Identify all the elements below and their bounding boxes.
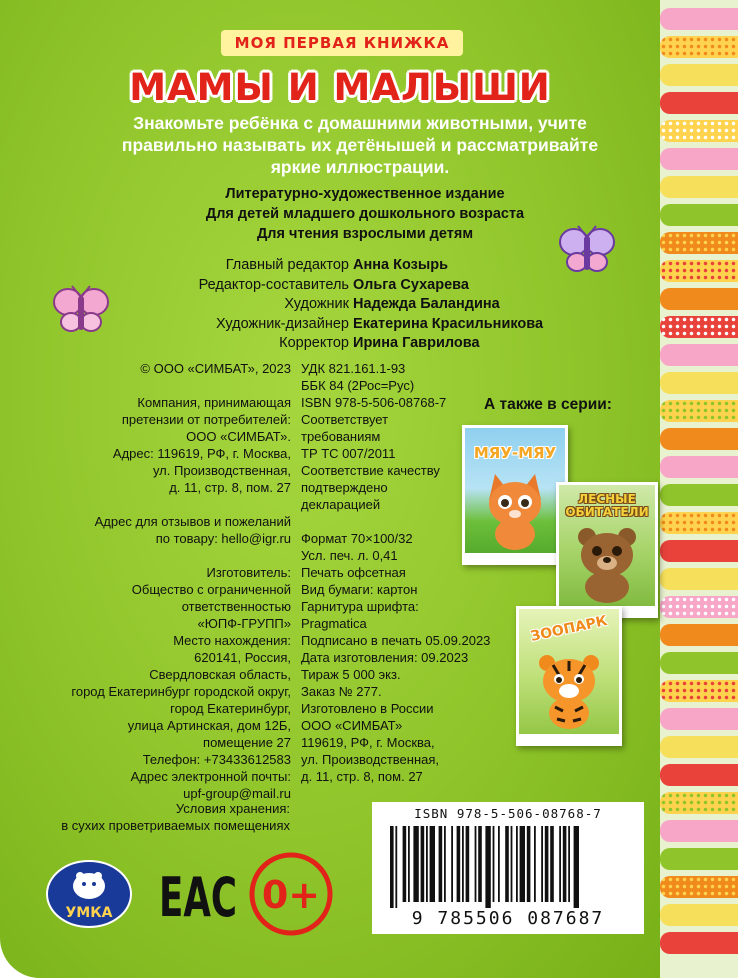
barcode-bar: [485, 826, 490, 908]
decor-stripe: [660, 8, 738, 30]
barcode-bar: [545, 826, 549, 902]
barcode-bar: [534, 826, 536, 902]
barcode-bar: [527, 826, 531, 902]
credit-role: Художник-дизайнер: [216, 315, 349, 332]
imprint-line: Соответствие качеству: [301, 463, 440, 478]
decor-stripe: [660, 512, 738, 534]
edition-line: Для детей младшего дошкольного возраста: [205, 206, 525, 222]
spacer: [60, 547, 291, 564]
imprint-line: Свердловская область,: [149, 667, 291, 682]
barcode-bar: [451, 826, 453, 902]
imprint-line: УДК 821.161.1-93: [301, 361, 406, 376]
decor-stripe: [660, 820, 738, 842]
series-book-title: МЯУ-МЯУ: [473, 444, 557, 462]
imprint-line: город Екатеринбург городской округ,: [71, 684, 291, 699]
decor-stripe: [660, 932, 738, 954]
edition-line: Для чтения взрослыми детям: [256, 226, 474, 242]
series-book-title: ЗООПАРК: [529, 613, 609, 645]
imprint-line: Дата изготовления: 09.2023: [301, 650, 469, 665]
decor-stripe: [660, 568, 738, 590]
series-book-title: ЛЕСНЫЕ ОБИТАТЕЛИ: [565, 492, 649, 519]
book-footer: [519, 734, 619, 743]
decor-stripe: [660, 792, 738, 814]
barcode-bar: [563, 826, 567, 902]
tiger-cub-icon: [535, 649, 603, 731]
imprint-line: Подписано в печать 05.09.2023: [301, 633, 491, 648]
credit-name: Анна Козырь: [353, 257, 448, 273]
barcode-bar: [457, 826, 461, 902]
edition-info: [150, 184, 580, 244]
barcode-bar: [478, 826, 482, 902]
decor-stripe: [660, 148, 738, 170]
barcode-bar: [498, 826, 500, 902]
barcode-bar: [541, 826, 543, 902]
barcode-digits: 9 785506 087687: [411, 908, 605, 929]
barcode-bar: [511, 826, 513, 902]
imprint-line: ООО «СИМБАТ»: [301, 718, 403, 733]
barcode-bar: [426, 826, 428, 902]
barcode-bar: [444, 826, 446, 902]
imprint-line: Общество с ограниченной: [131, 582, 291, 597]
spacer: [60, 377, 291, 394]
series-book-forest: [556, 482, 658, 618]
decor-stripe: [660, 456, 738, 478]
barcode-bar: [430, 826, 435, 902]
imprint-line: улица Артинская, дом 12Б,: [127, 718, 291, 733]
barcode-bar: [439, 826, 443, 902]
imprint-line: ISBN 978-5-506-08768-7: [301, 395, 447, 410]
imprint-right: [301, 360, 511, 785]
imprint-line: помещение 27: [203, 735, 291, 750]
credit-line: [100, 276, 620, 296]
decor-stripe: [660, 260, 738, 282]
imprint-line: по товару: hello@igr.ru: [155, 531, 291, 546]
decor-stripe: [660, 484, 738, 506]
decor-stripe: [660, 316, 738, 338]
decor-stripe: [660, 400, 738, 422]
decor-stripe: [660, 624, 738, 646]
imprint-line: Формат 70×100/32: [301, 531, 413, 546]
spacer: [60, 496, 291, 513]
butterfly-right-icon: [558, 224, 616, 278]
decor-stripe: [660, 176, 738, 198]
barcode-bar: [462, 826, 464, 902]
imprint-line: Заказ № 277.: [301, 684, 382, 699]
age-rating-text: 0+: [261, 873, 321, 917]
decor-stripe: [660, 904, 738, 926]
also-in-series-label: А также в серии:: [484, 396, 612, 413]
imprint-line: декларацией: [301, 497, 381, 512]
credit-role: Корректор: [279, 335, 349, 351]
imprint-line: Компания, принимающая: [137, 395, 291, 410]
barcode-bar: [516, 826, 518, 902]
imprint-line: ул. Производственная,: [301, 752, 440, 767]
credit-role: Художник: [284, 296, 349, 312]
imprint-line: д. 11, стр. 8, пом. 27: [301, 769, 423, 784]
decor-stripe: [660, 344, 738, 366]
imprint-line: Изготовлено в России: [301, 701, 434, 716]
decor-stripe: [660, 120, 738, 142]
decor-stripe: [660, 708, 738, 730]
butterfly-left-icon: [52, 284, 110, 338]
barcode-bar: [550, 826, 554, 902]
eac-mark-icon: [158, 858, 238, 928]
imprint-line: 119619, РФ, г. Москва,: [301, 735, 435, 750]
umka-logo-text: УМКА: [65, 905, 113, 921]
imprint-line: д. 11, стр. 8, пом. 27: [169, 480, 291, 495]
barcode-bar: [390, 826, 394, 908]
decor-stripe: [660, 876, 738, 898]
barcode: [372, 802, 644, 934]
imprint-line: Вид бумаги: картон: [301, 582, 418, 597]
imprint-line: претензии от потребителей:: [121, 412, 291, 427]
barcode-bar: [568, 826, 570, 902]
decor-stripe: [660, 428, 738, 450]
decor-stripe: [660, 680, 738, 702]
imprint-line: Изготовитель:: [206, 565, 291, 580]
imprint-line: ответственностью: [181, 599, 291, 614]
imprint-line: Тираж 5 000 экз.: [301, 667, 401, 682]
barcode-bar: [493, 826, 495, 902]
decor-stripe: [660, 288, 738, 310]
umka-logo: [46, 860, 132, 928]
intro-text: Знакомьте ребёнка с домашними животными, учите правильно называть их детёнышей и рассматривайте яркие иллюстрации.: [121, 113, 599, 177]
barcode-bar: [574, 826, 579, 908]
imprint-line: Pragmatica: [301, 616, 367, 631]
barcode-bar: [403, 826, 407, 902]
imprint-line: Телефон: +73433612583: [142, 752, 291, 767]
credit-name: Ольга Сухарева: [353, 276, 469, 293]
imprint-line: Адрес электронной почты:: [130, 769, 291, 784]
decor-stripe: [660, 596, 738, 618]
barcode-bar: [395, 826, 397, 908]
age-rating-icon: [249, 852, 333, 936]
imprint-line: Адрес: 119619, РФ, г. Москва,: [112, 446, 291, 461]
credit-line: [100, 295, 620, 315]
storage-conditions: [40, 800, 290, 834]
book-footer: [465, 553, 565, 562]
barcode-bars-icon: [386, 826, 630, 908]
barcode-bar: [520, 826, 525, 902]
storage-line: в сухих проветриваемых помещениях: [61, 818, 290, 833]
barcode-bar: [475, 826, 477, 902]
imprint-line: требованиям: [301, 429, 381, 444]
credit-line: [100, 334, 620, 354]
decor-stripe: [660, 848, 738, 870]
decor-stripe: [660, 232, 738, 254]
imprint-line: Соответствует: [301, 412, 389, 427]
decor-stripe: [660, 764, 738, 786]
credit-line: [100, 256, 620, 276]
credit-name: Надежда Баландина: [353, 296, 500, 312]
imprint-line: Место нахождения:: [173, 633, 291, 648]
decor-stripe: [660, 652, 738, 674]
imprint-line: ТР ТС 007/2011: [301, 446, 396, 461]
decor-stripe: [660, 736, 738, 758]
imprint-line: город Екатеринбург,: [170, 701, 291, 716]
barcode-bar: [413, 826, 418, 902]
book-title: МАМЫ И МАЛЫШИ: [129, 66, 551, 109]
copyright: © ООО «СИМБАТ», 2023: [140, 361, 291, 376]
credit-name: Екатерина Красильникова: [353, 315, 544, 332]
imprint-line: ББК 84 (2Рос=Рус): [301, 378, 415, 393]
decor-stripe: [660, 36, 738, 58]
imprint-line: Усл. печ. л. 0,41: [301, 548, 398, 563]
storage-line: Условия хранения:: [175, 801, 290, 816]
decor-stripe: [660, 204, 738, 226]
credit-role: Редактор-составитель: [198, 276, 349, 293]
kitten-icon: [481, 470, 549, 550]
decor-stripe: [660, 540, 738, 562]
credit-name: Ирина Гаврилова: [353, 335, 480, 351]
barcode-bar: [505, 826, 509, 902]
barcode-bar: [559, 826, 561, 902]
imprint-line: upf-group@mail.ru: [183, 786, 291, 801]
series-book-zoo: [516, 606, 622, 746]
stripe-column: [660, 0, 738, 978]
decor-stripe: [660, 372, 738, 394]
barcode-bar: [466, 826, 470, 902]
imprint-line: ООО «СИМБАТ».: [186, 429, 291, 444]
imprint-left: [60, 360, 291, 802]
imprint-line: Адрес для отзывов и пожеланий: [94, 514, 291, 529]
series-book-meow: [462, 425, 568, 565]
barcode-isbn: ISBN 978-5-506-08768-7: [414, 806, 602, 821]
credit-line: [100, 315, 620, 335]
barcode-bar: [421, 826, 425, 902]
imprint-line: ул. Производственная,: [152, 463, 291, 478]
imprint-line: подтверждено: [301, 480, 388, 495]
credits: [100, 256, 620, 354]
barcode-bar: [408, 826, 410, 902]
eac-mark-text: ЕАС: [159, 866, 237, 929]
imprint-line: 620141, Россия,: [194, 650, 291, 665]
edition-line: Литературно-художественное издание: [225, 186, 505, 202]
imprint-line: «ЮПФ-ГРУПП»: [197, 616, 291, 631]
imprint-line: Печать офсетная: [301, 565, 406, 580]
imprint-line: Гарнитура шрифта:: [301, 599, 419, 614]
credit-role: Главный редактор: [225, 257, 349, 273]
series-badge: МОЯ ПЕРВАЯ КНИЖКА: [221, 30, 463, 56]
bear-cub-icon: [573, 523, 641, 603]
